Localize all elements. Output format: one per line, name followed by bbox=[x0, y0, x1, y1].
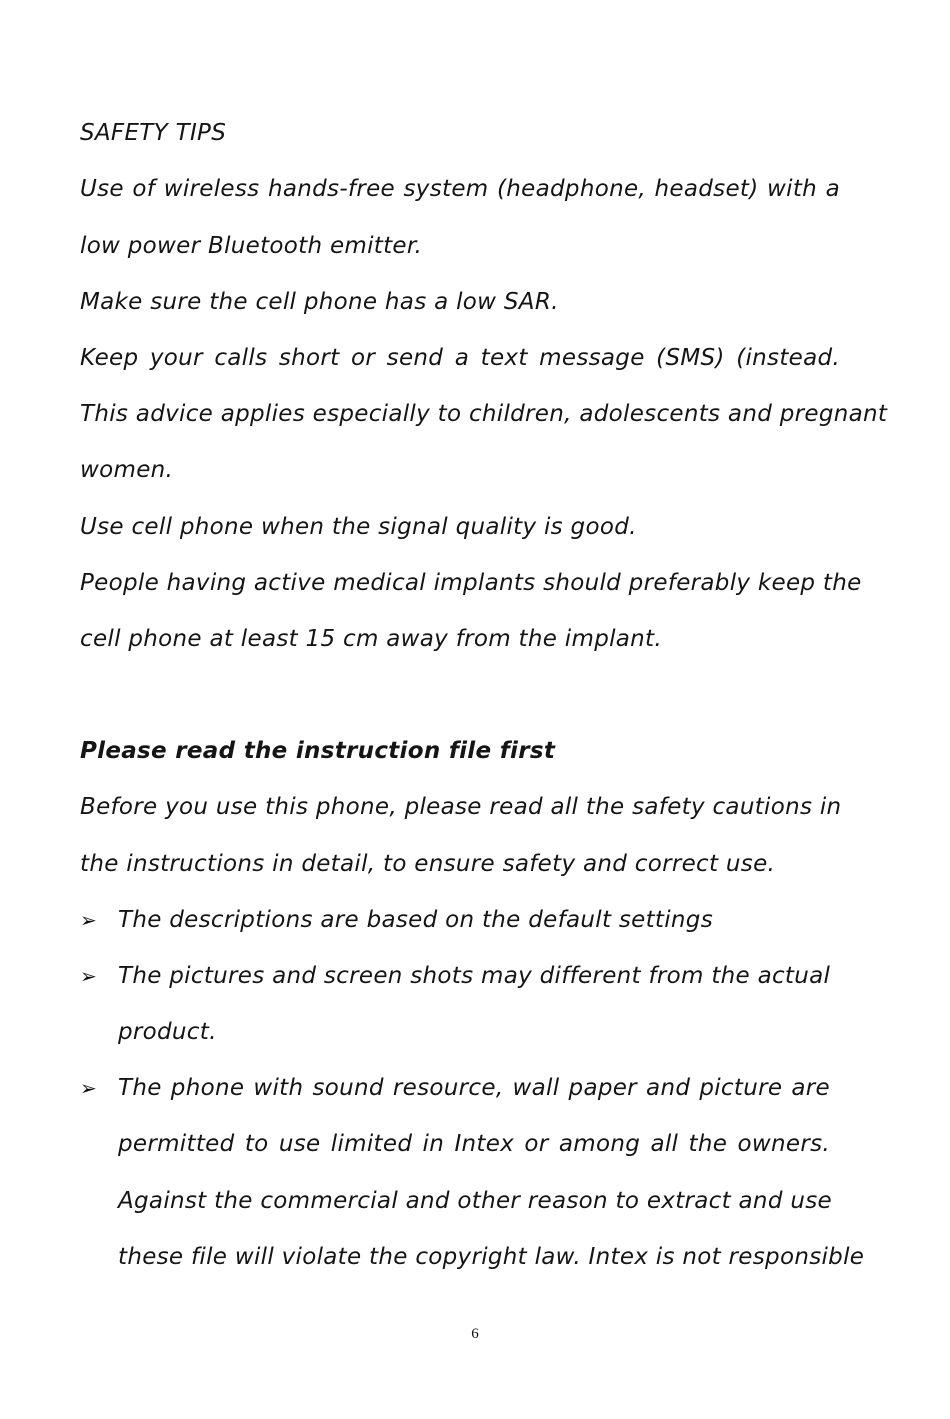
safety-tip-line: Keep your calls short or send a text message (SMS) (instead. bbox=[80, 345, 840, 371]
instruction-intro-line: Before you use this phone, please read all the safety cautions in bbox=[80, 794, 842, 820]
safety-tip-line: Use of wireless hands-free system (headphone, headset) with a bbox=[80, 176, 840, 202]
safety-tip-line: low power Bluetooth emitter. bbox=[80, 233, 423, 259]
instruction-intro-line: the instructions in detail, to ensure safety and correct use. bbox=[80, 851, 776, 877]
safety-tip-line: cell phone at least 15 cm away from the implant. bbox=[80, 626, 662, 652]
bullet-line: permitted to use limited in Intex or among all the owners. bbox=[118, 1131, 830, 1157]
bullet-line: Against the commercial and other reason to extract and use bbox=[118, 1188, 832, 1214]
page-number: 6 bbox=[471, 1326, 479, 1342]
bullet-line: The descriptions are based on the default settings bbox=[118, 907, 713, 933]
bullet-arrow-icon: ➢ bbox=[80, 1076, 97, 1100]
bullet-line: product. bbox=[118, 1019, 217, 1045]
safety-tip-line: Use cell phone when the signal quality is good. bbox=[80, 514, 637, 540]
bullet-line: The phone with sound resource, wall paper and picture are bbox=[118, 1075, 830, 1101]
bullet-line: The pictures and screen shots may different from the actual bbox=[118, 963, 831, 989]
bullet-arrow-icon: ➢ bbox=[80, 964, 97, 988]
instruction-heading: Please read the instruction file first bbox=[80, 738, 556, 764]
bullet-line: these file will violate the copyright law. Intex is not responsible bbox=[118, 1244, 865, 1270]
safety-tip-line: This advice applies especially to children, adolescents and pregnant bbox=[80, 401, 888, 427]
safety-tips-heading: SAFETY TIPS bbox=[80, 120, 227, 146]
bullet-arrow-icon: ➢ bbox=[80, 908, 97, 932]
safety-tip-line: People having active medical implants should preferably keep the bbox=[80, 570, 862, 596]
safety-tip-line: Make sure the cell phone has a low SAR. bbox=[80, 289, 559, 315]
safety-tip-line: women. bbox=[80, 457, 174, 483]
